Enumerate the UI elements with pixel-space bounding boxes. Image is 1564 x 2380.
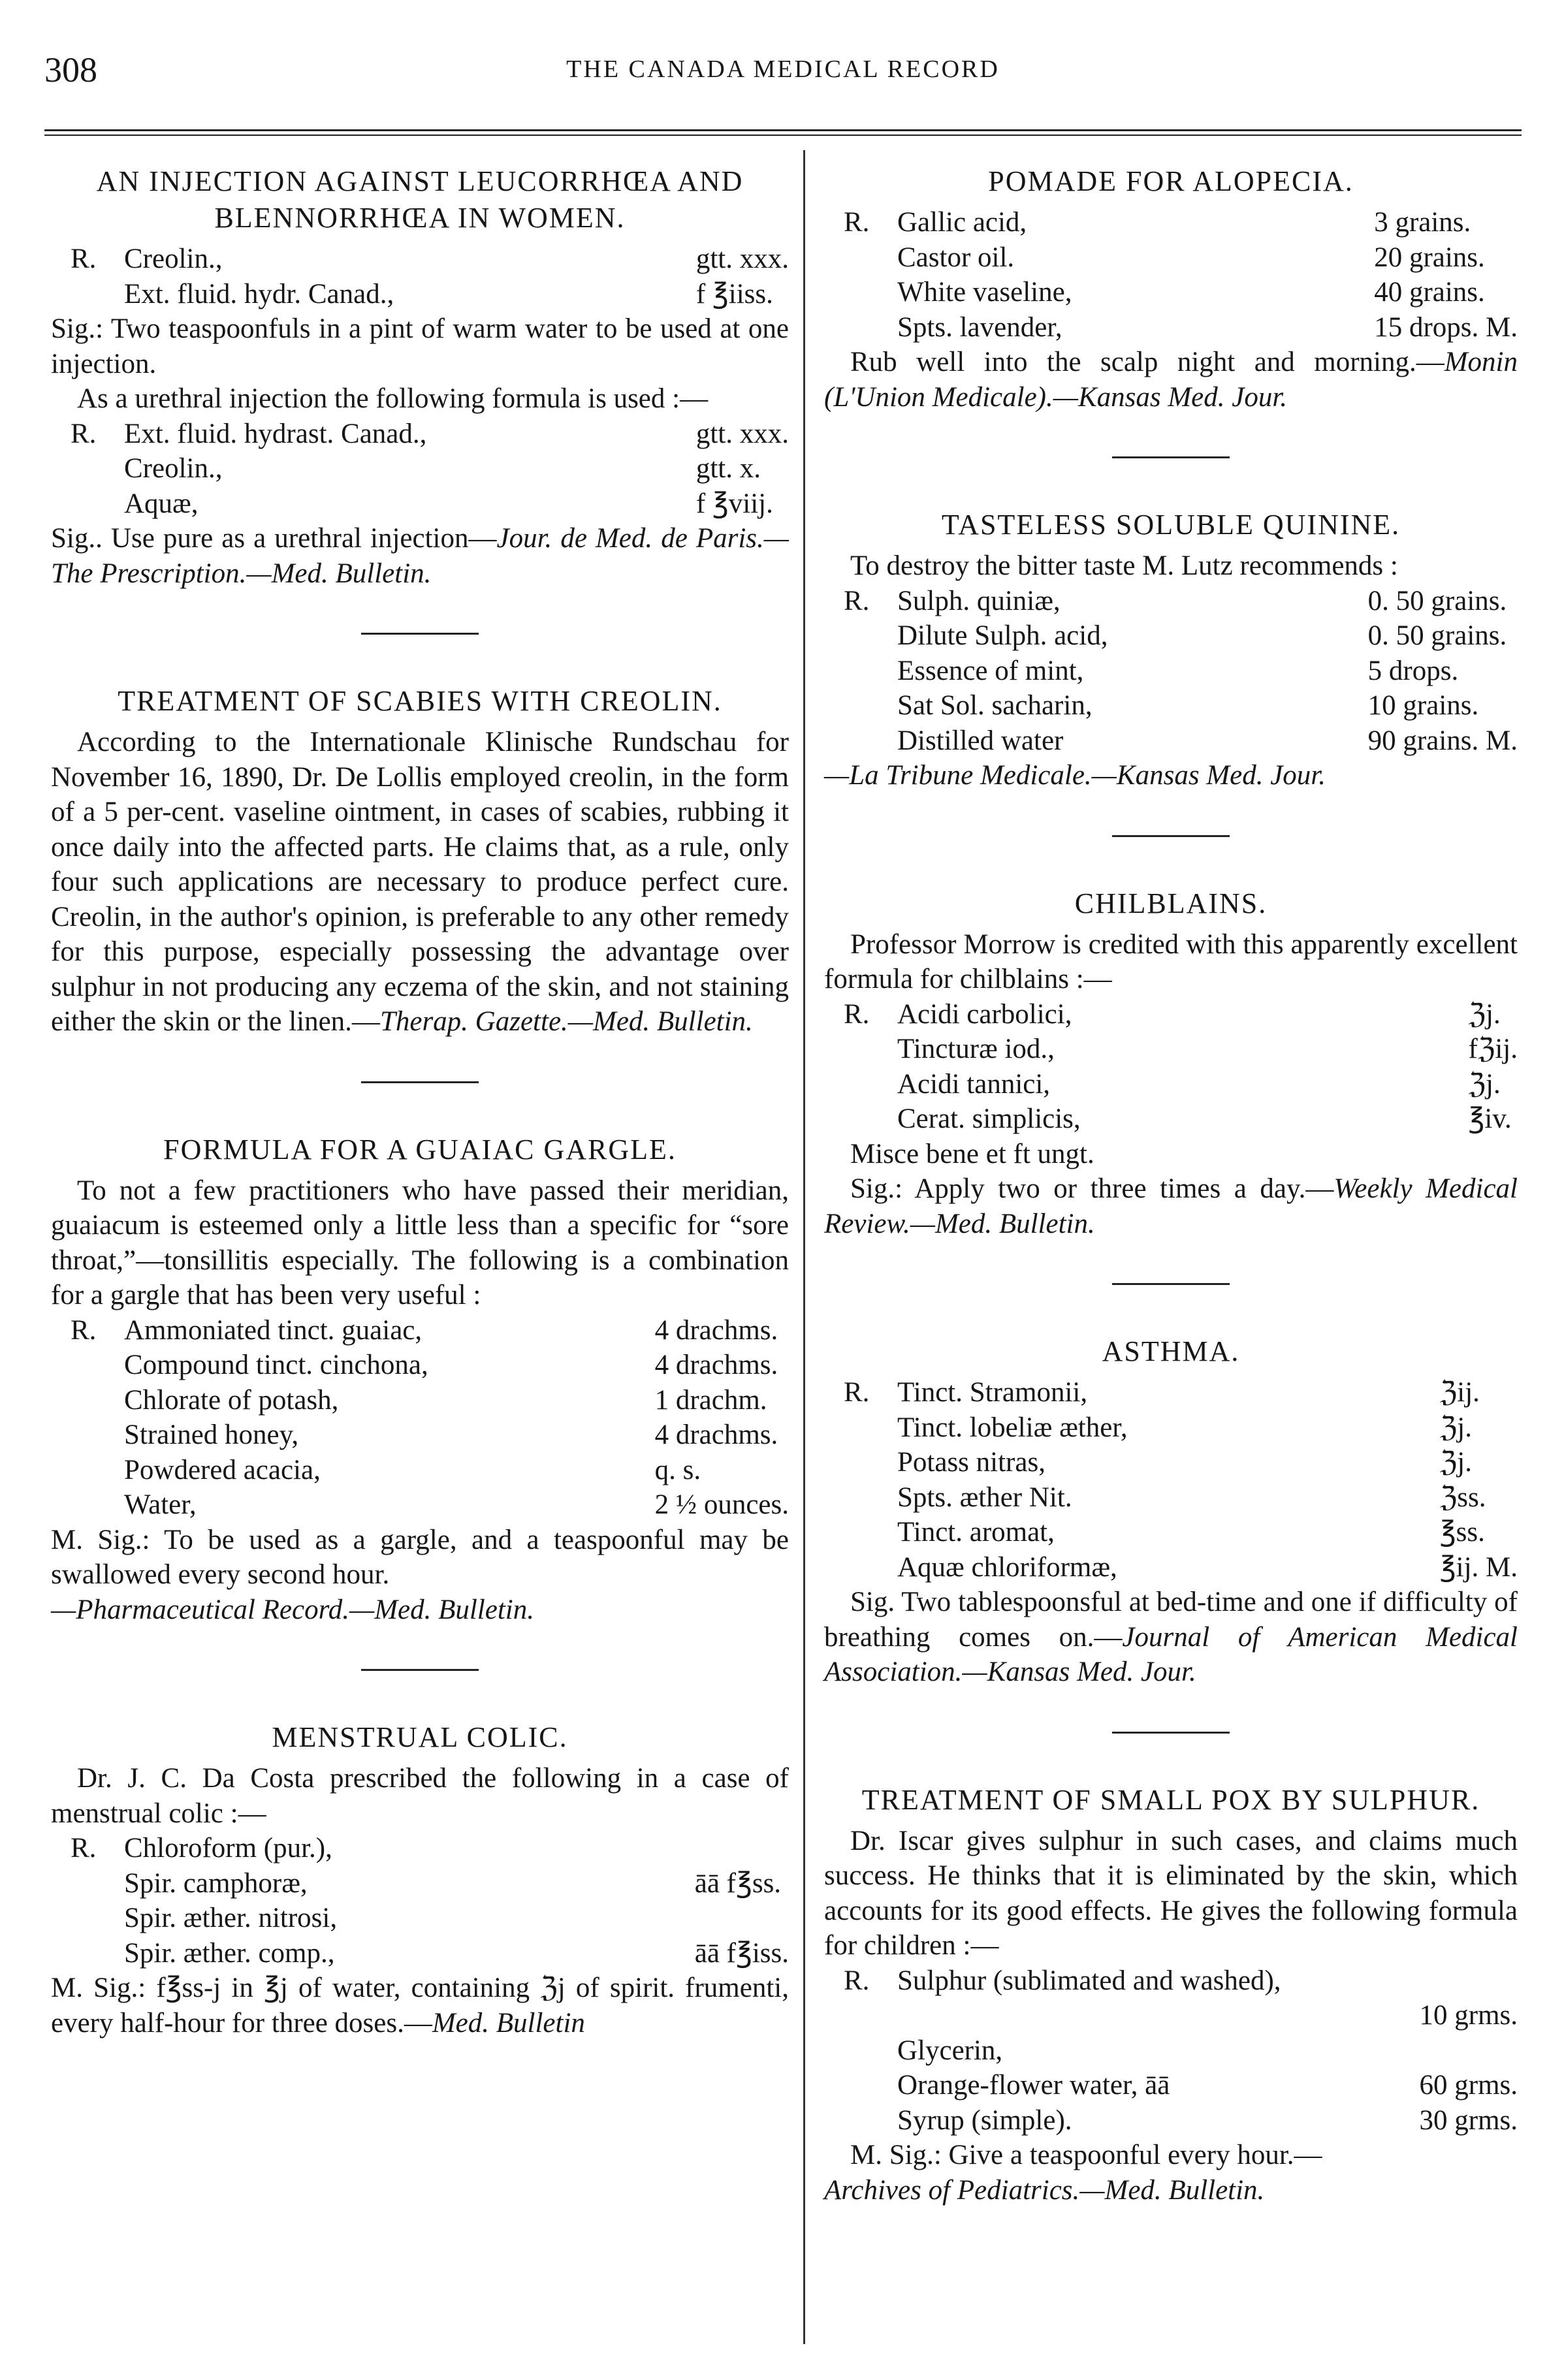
rx-symbol: R. xyxy=(71,1833,97,1864)
rx-ingredient: Spts. lavender, xyxy=(897,311,1062,343)
rx-amount xyxy=(695,1831,789,1866)
prescription xyxy=(51,417,789,522)
rx-symbol xyxy=(51,1866,116,1901)
prescription xyxy=(824,205,1518,345)
rx-amount: gtt. x. xyxy=(695,453,761,484)
rx-amount: f ℥viij. xyxy=(695,488,773,519)
rx-amount: 4 drachms. xyxy=(654,1314,778,1346)
rx-ingredient: Ext. fluid. hydrast. Canad., xyxy=(124,418,427,449)
right-column xyxy=(824,163,1518,2208)
header-rule xyxy=(44,129,1522,136)
rx-symbol xyxy=(824,1032,889,1067)
rx-symbol xyxy=(824,1067,889,1102)
section-rule xyxy=(361,633,479,635)
rx-symbol xyxy=(824,1445,889,1480)
rx-amount: ℨss. xyxy=(1439,1482,1486,1513)
rx-amount: ℨij. xyxy=(1439,1377,1480,1408)
rx-symbol xyxy=(51,486,116,522)
rx-ingredient: Distilled water xyxy=(897,725,1064,756)
source-citation: Monin (L'Union Medicale).—Kansas Med. Jour. xyxy=(824,347,1518,413)
rx-amount: 1 drachm. xyxy=(654,1384,767,1416)
rx-ingredient: Chloroform (pur.), xyxy=(124,1833,332,1864)
rx-ingredient: Spir. æther. nitrosi, xyxy=(124,1903,338,1933)
article-scabies xyxy=(51,683,789,1039)
rx-ingredient: Gallic acid, xyxy=(897,207,1027,238)
rx-amount xyxy=(1420,1963,1518,1999)
rx-ingredient: Acidi carbolici, xyxy=(897,998,1072,1030)
article-chilblains xyxy=(824,885,1518,1242)
rx-ingredient: Compound tinct. cinchona, xyxy=(124,1350,428,1380)
rx-symbol: R. xyxy=(844,585,870,616)
rx-symbol xyxy=(824,310,889,345)
rx-ingredient: Ammoniated tinct. guaiac, xyxy=(124,1314,423,1346)
article-asthma xyxy=(824,1333,1518,1690)
paragraph: To not a few practitioners who have passed their meridian, guaiacum is esteemed only a little less than a specific for “sore throat,”—tonsillitis especially. The following is a combination for a gargle that has been very useful : xyxy=(51,1175,789,1310)
paragraph: Dr. Iscar gives sulphur in such cases, and claims much success. He thinks that it is eliminated by the skin, which accounts for its good effects. He gives the following formula for children :— xyxy=(824,1825,1518,1961)
sig-text: M. Sig.: f℥ss-j in ℥j of water, containing ℨj of spirit. frumenti, every half-hour for three doses.— xyxy=(51,1973,789,2039)
rx-symbol xyxy=(51,1487,116,1523)
source-citation: —La Tribune Medicale.—Kansas Med. Jour. xyxy=(824,760,1326,791)
sig-text: M. Sig.: To be used as a gargle, and a teaspoonful may be swallowed every second hour. xyxy=(51,1524,789,1590)
rx-symbol: R. xyxy=(71,244,97,274)
article-alopecia xyxy=(824,163,1518,415)
source-citation: Jour. de Med. de Paris.—The Prescription.—Med. Bulletin. xyxy=(51,523,789,589)
rx-ingredient: Powdered acacia, xyxy=(124,1454,321,1485)
rx-amount: 30 grms. xyxy=(1419,2104,1518,2136)
rx-amount: 0. 50 grains. xyxy=(1367,620,1507,651)
rx-symbol xyxy=(51,1901,116,1936)
rx-ingredient: Potass nitras, xyxy=(897,1447,1045,1478)
source-citation: Archives of Pediatrics.—Med. Bulletin. xyxy=(824,2174,1265,2206)
rx-symbol: R. xyxy=(844,1965,870,1996)
rx-amount: āā f℥ss. xyxy=(694,1867,782,1899)
rx-ingredient: Creolin., xyxy=(124,453,223,484)
rx-symbol xyxy=(824,1998,889,2033)
rx-ingredient: Sulph. quiniæ, xyxy=(897,585,1061,616)
sig-text: Sig.. Use pure as a urethral injection— xyxy=(51,523,497,554)
section-rule xyxy=(361,1081,479,1083)
article-title: POMADE FOR ALOPECIA. xyxy=(988,165,1354,197)
rx-ingredient: Tincturæ iod., xyxy=(897,1034,1055,1064)
paragraph: Misce bene et ft ungt. xyxy=(850,1138,1094,1169)
rx-ingredient: Creolin., xyxy=(124,244,223,274)
rx-symbol xyxy=(51,277,116,312)
rx-amount: gtt. xxx. xyxy=(695,244,789,274)
rx-amount: fℨij. xyxy=(1468,1034,1518,1064)
rx-ingredient: Essence of mint, xyxy=(897,655,1084,686)
section-rule xyxy=(361,1669,479,1671)
source-citation: Med. Bulletin xyxy=(432,2007,585,2039)
rx-ingredient: Spts. æther Nit. xyxy=(897,1482,1072,1513)
rx-amount: 10 grains. xyxy=(1367,690,1479,721)
source-citation: Weekly Medical Review.—Med. Bulletin. xyxy=(824,1173,1518,1239)
rx-symbol: R. xyxy=(844,1377,870,1408)
sig-text: M. Sig.: Give a teaspoonful every hour.— xyxy=(850,2140,1322,2170)
rx-ingredient: Orange-flower water, āā xyxy=(897,2070,1170,2101)
rx-symbol xyxy=(51,1383,116,1418)
paragraph: Professor Morrow is credited with this apparently excellent formula for chilblains :— xyxy=(824,928,1518,994)
rx-amount: 0. 50 grains. xyxy=(1367,585,1507,616)
rx-amount: ℨj. xyxy=(1439,1447,1472,1478)
rx-amount: ℥ij. M. xyxy=(1439,1551,1518,1583)
rx-symbol: R. xyxy=(844,207,870,238)
page-number: 308 xyxy=(44,50,97,89)
rx-amount: 5 drops. xyxy=(1367,655,1459,686)
sig-text: Sig.: Apply two or three times a day.— xyxy=(850,1173,1334,1204)
rx-symbol xyxy=(824,1550,889,1585)
article-title: FORMULA FOR A GUAIAC GARGLE. xyxy=(163,1133,677,1166)
rx-ingredient: Castor oil. xyxy=(897,242,1015,273)
rx-ingredient: Strained honey, xyxy=(124,1420,299,1450)
rx-ingredient: Cerat. simplicis, xyxy=(897,1103,1081,1134)
article-title: TASTELESS SOLUBLE QUININE. xyxy=(941,509,1401,541)
rx-ingredient: Dilute Sulph. acid, xyxy=(897,620,1108,651)
rx-ingredient: Glycerin, xyxy=(897,2035,1003,2066)
rx-amount: ℥ss. xyxy=(1439,1517,1485,1547)
article-title: AN INJECTION AGAINST LEUCORRHŒA AND BLENNORRHŒA IN WOMEN. xyxy=(96,165,744,234)
rx-symbol: R. xyxy=(71,1314,97,1346)
rx-amount xyxy=(1420,2033,1518,2069)
rx-symbol xyxy=(824,2068,889,2103)
rx-amount: 40 grains. xyxy=(1374,277,1485,308)
left-column xyxy=(51,163,789,2040)
article-title: TREATMENT OF SMALL POX BY SULPHUR. xyxy=(861,1783,1480,1816)
rx-amount: gtt. xxx. xyxy=(695,418,789,449)
rx-symbol xyxy=(824,723,889,759)
prescription xyxy=(824,997,1518,1137)
rx-amount: f ℥iiss. xyxy=(695,278,773,309)
rx-symbol xyxy=(51,1348,116,1383)
rx-amount: ℥iv. xyxy=(1468,1103,1512,1134)
rx-symbol xyxy=(824,1102,889,1137)
section-rule xyxy=(1112,835,1230,837)
page-header xyxy=(44,50,1522,95)
paragraph: To destroy the bitter taste M. Lutz recommends : xyxy=(850,550,1398,581)
prescription xyxy=(824,584,1518,759)
rx-ingredient: Aquæ chloriformæ, xyxy=(897,1551,1117,1583)
rx-symbol xyxy=(51,1453,116,1488)
rx-ingredient: Spir. æther. comp., xyxy=(124,1937,335,1969)
section-rule xyxy=(1112,1732,1230,1734)
paragraph: Rub well into the scalp night and morning.— xyxy=(850,347,1444,377)
rx-symbol xyxy=(824,1515,889,1550)
rx-ingredient: Tinct. aromat, xyxy=(897,1517,1055,1547)
rx-ingredient: Sat Sol. sacharin, xyxy=(897,690,1093,721)
rx-amount: ℨj. xyxy=(1468,998,1501,1030)
rx-amount: 20 grains. xyxy=(1374,242,1485,273)
rx-amount: 10 grms. xyxy=(1419,2000,1518,2031)
section-rule xyxy=(1112,1283,1230,1285)
rx-amount: 15 drops. M. xyxy=(1374,311,1518,343)
rx-amount: āā f℥iss. xyxy=(694,1937,789,1969)
rx-ingredient: Aquæ, xyxy=(124,488,199,519)
paragraph: According to the Internationale Klinische Rundschau for November 16, 1890, Dr. De Lollis employed creolin, in the form of a 5 per-cent. vaseline ointment, in cases of scabies, rubbing it once daily into the affected parts. He claims that, as a rule, only four such applications are necessary to produce perfect cure. Creolin, in the author's opinion, is preferable to any other remedy for this purpose, especially possessing the advantage over sulphur in not producing any eczema of the skin, and not staining either the skin or the linen.— xyxy=(51,727,789,1037)
rx-amount: 60 grms. xyxy=(1419,2070,1518,2101)
rx-symbol xyxy=(824,1410,889,1446)
rx-ingredient: White vaseline, xyxy=(897,277,1072,308)
rx-symbol: R. xyxy=(844,998,870,1030)
rx-symbol xyxy=(51,451,116,486)
paragraph: As a urethral injection the following formula is used :— xyxy=(77,383,709,414)
rx-symbol xyxy=(824,2033,889,2069)
source-citation: —Pharmaceutical Record.—Med. Bulletin. xyxy=(51,1594,534,1625)
rx-ingredient: Ext. fluid. hydr. Canad., xyxy=(124,278,394,309)
rx-symbol xyxy=(824,275,889,310)
rx-symbol xyxy=(824,618,889,654)
rx-ingredient: Tinct. lobeliæ æther, xyxy=(897,1412,1128,1443)
rx-amount: q. s. xyxy=(654,1454,701,1485)
source-citation: Journal of American Medical Association.—Kansas Med. Jour. xyxy=(824,1621,1518,1687)
article-title: MENSTRUAL COLIC. xyxy=(272,1721,568,1753)
prescription xyxy=(51,1313,789,1523)
article-quinine xyxy=(824,507,1518,793)
rx-ingredient: Acidi tannici, xyxy=(897,1068,1051,1100)
rx-ingredient xyxy=(897,1998,1412,2033)
rx-symbol xyxy=(824,1480,889,1515)
prescription xyxy=(824,1375,1518,1585)
article-menstrual-colic xyxy=(51,1719,789,2040)
rx-symbol xyxy=(824,688,889,723)
rx-symbol xyxy=(51,1418,116,1453)
rx-symbol: R. xyxy=(71,418,97,449)
rx-ingredient: Water, xyxy=(124,1489,197,1520)
rx-amount: 3 grains. xyxy=(1374,207,1471,238)
rx-amount: 4 drachms. xyxy=(654,1420,778,1450)
article-small-pox xyxy=(824,1782,1518,2208)
column-divider xyxy=(803,150,805,2344)
section-rule xyxy=(1112,456,1230,458)
article-title: CHILBLAINS. xyxy=(1074,887,1268,919)
rx-ingredient: Sulphur (sublimated and washed), xyxy=(897,1965,1281,1996)
prescription xyxy=(51,242,789,311)
rx-ingredient: Chlorate of potash, xyxy=(124,1384,339,1416)
sig-text: Sig.: Two teaspoonfuls in a pint of warm water to be used at one injection. xyxy=(51,313,789,379)
rx-symbol xyxy=(824,654,889,689)
article-leucorrhoea xyxy=(51,163,789,591)
rx-amount: ℨj. xyxy=(1439,1412,1472,1443)
paragraph: Dr. J. C. Da Costa prescribed the following in a case of menstrual colic :— xyxy=(51,1763,789,1829)
article-title: ASTHMA. xyxy=(1102,1335,1240,1367)
prescription xyxy=(51,1831,789,1971)
rx-amount: 4 drachms. xyxy=(654,1350,778,1380)
rx-amount: ℨj. xyxy=(1468,1068,1501,1100)
source-citation: Therap. Gazette.—Med. Bulletin. xyxy=(379,1006,753,1037)
rx-symbol xyxy=(824,2103,889,2138)
prescription xyxy=(824,1963,1518,2138)
rx-ingredient: Spir. camphoræ, xyxy=(124,1867,308,1899)
running-title: THE CANADA MEDICAL RECORD xyxy=(566,56,1000,83)
rx-amount: 2 ½ ounces. xyxy=(654,1489,789,1520)
rx-symbol xyxy=(824,240,889,276)
rx-symbol xyxy=(51,1936,116,1971)
rx-ingredient: Tinct. Stramonii, xyxy=(897,1377,1088,1408)
rx-amount xyxy=(695,1901,789,1936)
rx-ingredient: Syrup (simple). xyxy=(897,2104,1072,2136)
article-guaiac-gargle xyxy=(51,1132,789,1628)
sig-text: Sig. Two tablespoonsful at bed-time and one if difficulty of breathing comes on.— xyxy=(824,1587,1518,1653)
article-title: TREATMENT OF SCABIES WITH CREOLIN. xyxy=(118,685,722,717)
rx-amount: 90 grains. M. xyxy=(1367,725,1518,756)
